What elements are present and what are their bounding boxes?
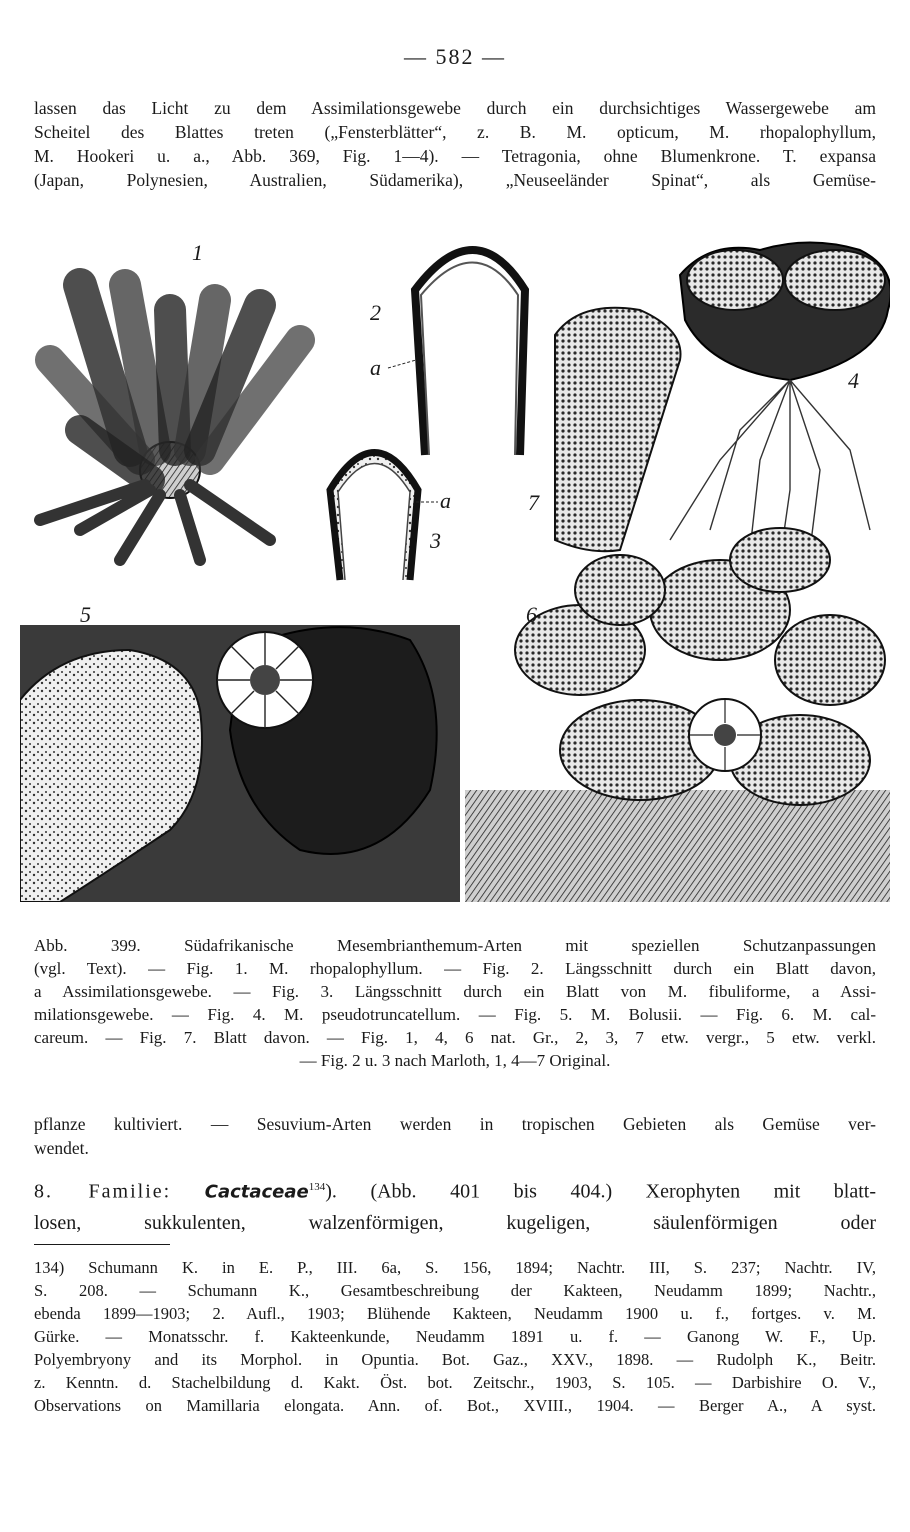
family-prefix: 8. Familie: bbox=[34, 1180, 172, 1203]
paragraph-line: (Japan, Polynesien, Australien, Südamerika), „Neuseeländer Spinat“, als Gemüse- bbox=[34, 170, 876, 190]
footnotes bbox=[34, 1256, 876, 1417]
fig3-leaf-section bbox=[330, 453, 451, 581]
fig2-leaf-section bbox=[370, 250, 525, 455]
footnote-rule bbox=[34, 1244, 170, 1245]
fig4-pseudotruncatellum bbox=[670, 243, 890, 561]
caption-line: Abb. 399. Südafrikanische Mesembrianthemum-Arten mit speziellen Schutzanpassungen bbox=[34, 936, 876, 955]
caption-line: careum. — Fig. 7. Blatt davon. — Fig. 1, 4, 6 nat. Gr., 2, 3, 7 etw. vergr., 5 etw. verkl. bbox=[34, 1028, 876, 1047]
footnote-line: S. 208. — Schumann K., Gesamtbeschreibung der Kakteen, Neudamm 1899; Nachtr., bbox=[34, 1281, 876, 1300]
family-rest: ). (Abb. 401 bis 404.) Xerophyten mit blatt- bbox=[325, 1180, 876, 1203]
fig-label: 7 bbox=[528, 490, 539, 515]
figure-abb-399 bbox=[20, 230, 890, 902]
family-heading bbox=[34, 1172, 876, 1238]
caption-line: milationsgewebe. — Fig. 4. M. pseudotruncatellum. — Fig. 5. M. Bolusii. — Fig. 6. M. cal- bbox=[34, 1005, 876, 1024]
figure-caption bbox=[34, 934, 876, 1072]
caption-line: — Fig. 2 u. 3 nach Marloth, 1, 4—7 Original. bbox=[299, 1051, 611, 1070]
fig-label: 1 bbox=[192, 240, 203, 265]
fig7-leaf bbox=[528, 308, 681, 551]
page-number: — 582 — bbox=[404, 44, 506, 69]
paragraph-line: Scheitel des Blattes treten („Fensterblätter“, z. B. M. opticum, M. rhopalophyllum, bbox=[34, 122, 876, 142]
figure-illustration bbox=[20, 230, 890, 902]
caption-line: (vgl. Text). — Fig. 1. M. rhopalophyllum. — Fig. 2. Längsschnitt durch ein Blatt davon, bbox=[34, 959, 876, 978]
fig-label: a bbox=[370, 355, 381, 380]
fig-label: 5 bbox=[80, 602, 91, 627]
fig-label: 3 bbox=[430, 528, 441, 553]
footnote-line: Gürke. — Monatsschr. f. Kakteenkunde, Neudamm 1891 u. f. — Ganong W. F., Up. bbox=[34, 1327, 876, 1346]
fig6-calcareum bbox=[465, 528, 890, 902]
footnote-ref: 134 bbox=[308, 1181, 326, 1193]
footnote-line: Polyembryony and its Morphol. in Opuntia. Bot. Gaz., XXV., 1898. — Rudolph K., Beitr. bbox=[34, 1350, 876, 1369]
footnote-line: 134) Schumann K. in E. P., III. 6a, S. 156, 1894; Nachtr. III, S. 237; Nachtr. IV, bbox=[34, 1258, 876, 1277]
fig5-bolusii bbox=[20, 602, 460, 902]
fig-label: a bbox=[440, 488, 451, 513]
fig-label: 6 bbox=[526, 602, 537, 627]
paragraph-line: wendet. bbox=[34, 1138, 89, 1158]
footnote-line: Observations on Mamillaria elongata. Ann. of. Bot., XVIII., 1904. — Berger A., A syst. bbox=[34, 1396, 876, 1415]
paragraph-line: lassen das Licht zu dem Assimilationsgewebe durch ein durchsichtiges Wassergewebe am bbox=[34, 98, 876, 118]
fig-label: 2 bbox=[370, 300, 381, 325]
fig1-rhopalophyllum bbox=[40, 240, 300, 560]
fig-label: 4 bbox=[848, 368, 859, 393]
paragraph-bottom bbox=[34, 1112, 876, 1160]
paragraph-line: pflanze kultiviert. — Sesuvium-Arten werden in tropischen Gebieten als Gemüse ver- bbox=[34, 1114, 876, 1134]
family-line-1 bbox=[34, 1172, 876, 1208]
footnote-line: z. Kenntn. d. Stachelbildung d. Kakt. Öst. bot. Zeitschr., 1903, S. 105. — Darbishire O. V., bbox=[34, 1373, 876, 1392]
paragraph-line: M. Hookeri u. a., Abb. 369, Fig. 1—4). — Tetragonia, ohne Blumenkrone. T. expansa bbox=[34, 146, 876, 166]
family-line-2: losen, sukkulenten, walzenförmigen, kugeligen, säulenförmigen oder bbox=[34, 1211, 876, 1234]
paragraph-top bbox=[34, 96, 876, 192]
footnote-line: ebenda 1899—1903; 2. Aufl., 1903; Blühende Kakteen, Neudamm 1900 u. f., fortges. v. M. bbox=[34, 1304, 876, 1323]
caption-line: a Assimilationsgewebe. — Fig. 3. Längsschnitt durch ein Blatt von M. fibuliforme, a Assi- bbox=[34, 982, 876, 1001]
family-name: Cactaceae bbox=[204, 1181, 309, 1203]
